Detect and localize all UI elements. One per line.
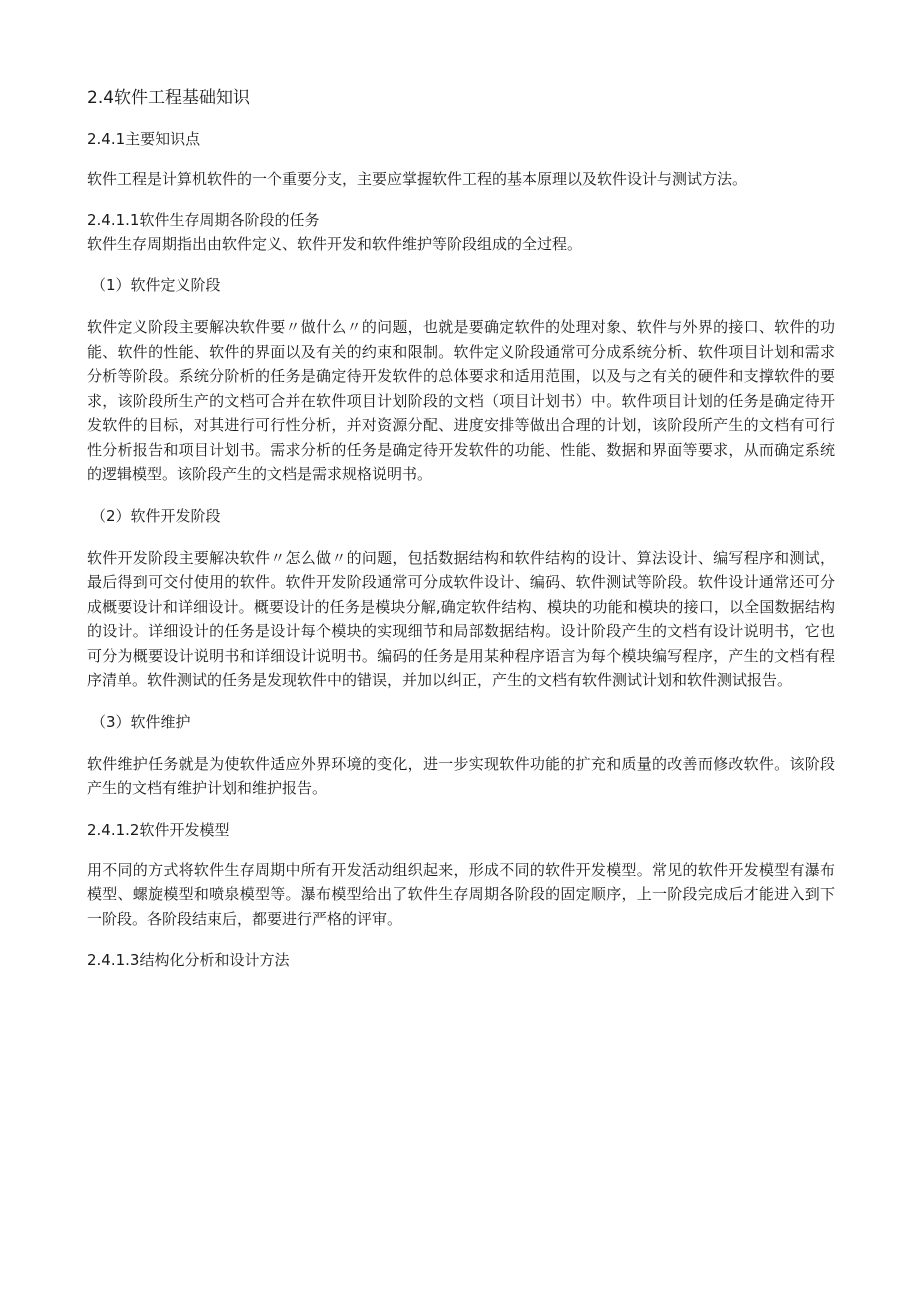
paragraph-intro: 软件工程是计算机软件的一个重要分支，主要应掌握软件工程的基本原理以及软件设计与测试方法。	[87, 170, 748, 188]
paragraph-lifecycle: 软件生存周期指出由软件定义、软件开发和软件维护等阶段组成的全过程。	[87, 234, 583, 253]
subsection-maintenance-title: （3）软件维护	[91, 712, 191, 731]
paragraph-definition: 软件定义阶段主要解决软件要〃做什么〃的问题，也就是要确定软件的处理对象、软件与外界的接口、软件的功能、软件的性能、软件的界面以及有关的约束和限制。软件定义阶段通常可分成系统分析、软件项目计划和需求分析等阶段。系统分阶析的任务是确定待开发软件的总体要求和适用范围，以及与之有关的硬件和支撑软件的要求，该阶段所生产的文档可合并在软件项目计划阶段的文档（项目计划书）中。软件项目计划的任务是确定待开发软件的目标，对其进行可行性分析，并对资源分配、进度安排等做出合理的计划，该阶段所产生的文档有可行性分析报告和项目计划书。需求分析的任务是确定待开发软件的功能、性能、数据和界面等要求，从而确定系统的逻辑模型。该阶段产生的文档是需求规格说明书。	[87, 318, 835, 483]
paragraph-models: 用不同的方式将软件生存周期中所有开发活动组织起来，形成不同的软件开发模型。常见的软件开发模型有瀑布模型、螺旋模型和喷泉模型等。瀑布模型给出了软件生存周期各阶段的固定顺序，上一阶段完成后才能进入到下一阶段。各阶段结束后，都要进行严格的评审。	[87, 860, 835, 928]
heading-2-4-1-1: 2.4.1.1软件生存周期各阶段的任务	[87, 210, 320, 229]
heading-2-4-1: 2.4.1主要知识点	[87, 130, 201, 148]
heading-2-4-1-3: 2.4.1.3结构化分析和设计方法	[87, 951, 290, 969]
document-page	[87, 86, 835, 988]
subsection-definition-title: （1）软件定义阶段	[91, 276, 221, 294]
paragraph-maintenance: 软件维护任务就是为使软件适应外界环境的变化，进一步实现软件功能的扩充和质量的改善而修改软件。该阶段产生的文档有维护计划和维护报告。	[87, 754, 835, 797]
section-title: 2.4软件工程基础知识	[87, 88, 251, 108]
heading-2-4-1-2: 2.4.1.2软件开发模型	[87, 820, 230, 839]
subsection-development-title: （2）软件开发阶段	[91, 506, 221, 525]
paragraph-development: 软件开发阶段主要解决软件〃怎么做〃的问题，包括数据结构和软件结构的设计、算法设计、编写程序和测试，最后得到可交付使用的软件。软件开发阶段通常可分成软件设计、编码、软件测试等阶段。软件设计通常还可分成概要设计和详细设计。概要设计的任务是模块分解,确定软件结构、模块的功能和模块的接口，以全国数据结构的设计。详细设计的任务是设计每个模块的实现细节和局部数据结构。设计阶段产生的文档有设计说明书，它也可分为概要设计说明书和详细设计说明书。编码的任务是用某种程序语言为每个模块编写程序，产生的文档有程序清单。软件测试的任务是发现软件中的错误，并加以纠正，产生的文档有软件测试计划和软件测试报告。	[87, 548, 835, 689]
